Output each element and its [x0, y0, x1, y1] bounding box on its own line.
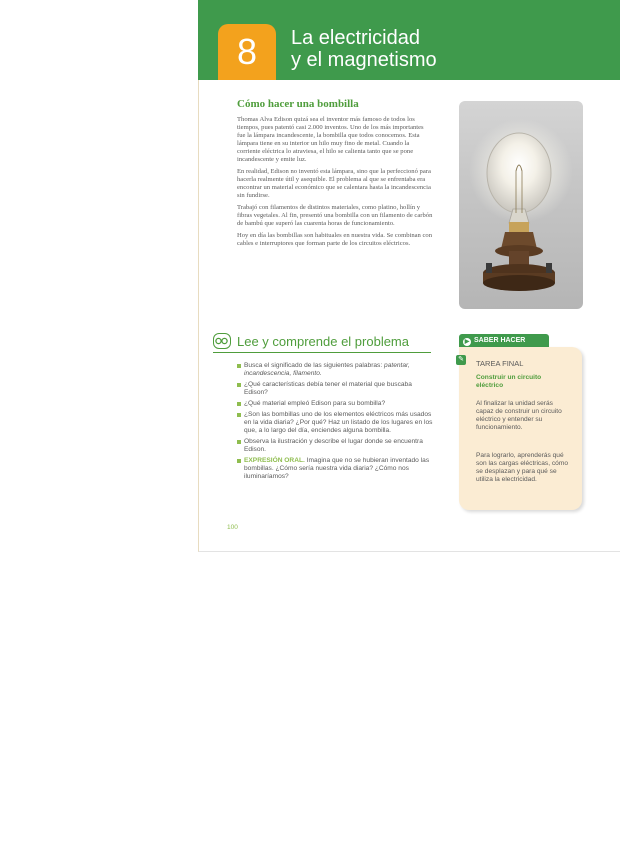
reading-glasses-icon: [213, 333, 231, 349]
unit-number-badge: 8: [218, 24, 276, 80]
reading-title: Cómo hacer una bombilla: [237, 98, 359, 110]
saber-hacer-label: SABER HACER: [474, 337, 526, 344]
reading-paragraph: Thomas Alva Edison quizá sea el inventor más famoso de todos los tiempos, pues patentó casi 2.000 inventos. Uno de los más importantes fue la lámpara incandescente, la bombilla que todos conocemos. Esta lámpara tiene en su interior un hilo muy fino de metal. Cuando la corriente eléctrica lo atraviesa, el hilo se calienta tanto que se pone incandescente y emite luz.: [237, 116, 424, 163]
unit-title: [291, 27, 437, 71]
reading-body: [237, 116, 433, 252]
pencil-icon: ✎: [456, 355, 466, 365]
question-text: Imagina que no se hubieran inventado las bombillas. ¿Cómo sería nuestra vida diaria? ¿Cómo nos iluminaríamos?: [244, 457, 430, 480]
oral-expression-tag: EXPRESIÓN ORAL.: [244, 457, 305, 464]
edison-light-bulb-photo: [459, 101, 583, 309]
question-item: Observa la ilustración y describe el lugar donde se encuentra Edison.: [237, 438, 433, 454]
question-text: Busca el significado de las siguientes palabras:: [244, 362, 383, 369]
saber-hacer-tab: [459, 334, 549, 347]
question-item: [237, 362, 433, 378]
comprehension-heading-label: Lee y comprende el problema: [237, 334, 409, 349]
question-item: ¿Qué material empleó Edison para su bombilla?: [237, 400, 433, 408]
comprehension-question-list: [237, 362, 433, 484]
page-number: 100: [227, 524, 238, 531]
question-item: [237, 457, 433, 481]
question-item: ¿Qué características debía tener el material que buscaba Edison?: [237, 381, 433, 397]
light-bulb-illustration: [459, 101, 583, 309]
question-item: ¿Son las bombillas uno de los elementos eléctricos más usados en la vida diaria? ¿Por qué? Haz un listado de los lugares en los que, a lo largo del día, enciendes alguna bombilla.: [237, 411, 433, 435]
final-task-paragraph: Al finalizar la unidad serás capaz de construir un circuito eléctrico y entender su funcionamiento.: [476, 400, 562, 431]
question-words: patentar, incandescencia, filamento.: [244, 362, 410, 377]
arrow-right-icon: ▶: [464, 339, 470, 345]
reading-paragraph: Trabajó con filamentos de distintos materiales, como platino, hollín y fibras vegetales. Al fin, presentó una bombilla con un filamento de carbón de bambú que superó las cuarenta horas de funcionamiento.: [237, 204, 433, 227]
final-task-box: [459, 347, 582, 510]
reading-paragraph: En realidad, Edison no inventó esta lámpara, sino que la perfeccionó para hacerla realmente útil y asequible. El problema al que se enfrentaba era encontrar un material económico que se calentara hasta la incandescencia sin fundirse.: [237, 168, 431, 199]
final-task-paragraph: Para lograrlo, aprenderás qué son las cargas eléctricas, cómo se desplazan y para qué se utiliza la electricidad.: [476, 452, 568, 483]
final-task-title: Construir un circuito eléctrico: [476, 374, 542, 389]
unit-title-line1: La electricidad: [291, 27, 420, 49]
comprehension-heading: [213, 332, 431, 353]
reading-paragraph: Hoy en día las bombillas son habituales en nuestra vida. Se combinan con cables e interruptores que forman parte de los circuitos eléctricos.: [237, 232, 433, 247]
unit-title-line2: y el magnetismo: [291, 49, 437, 71]
final-task-label: TAREA FINAL: [476, 359, 524, 368]
